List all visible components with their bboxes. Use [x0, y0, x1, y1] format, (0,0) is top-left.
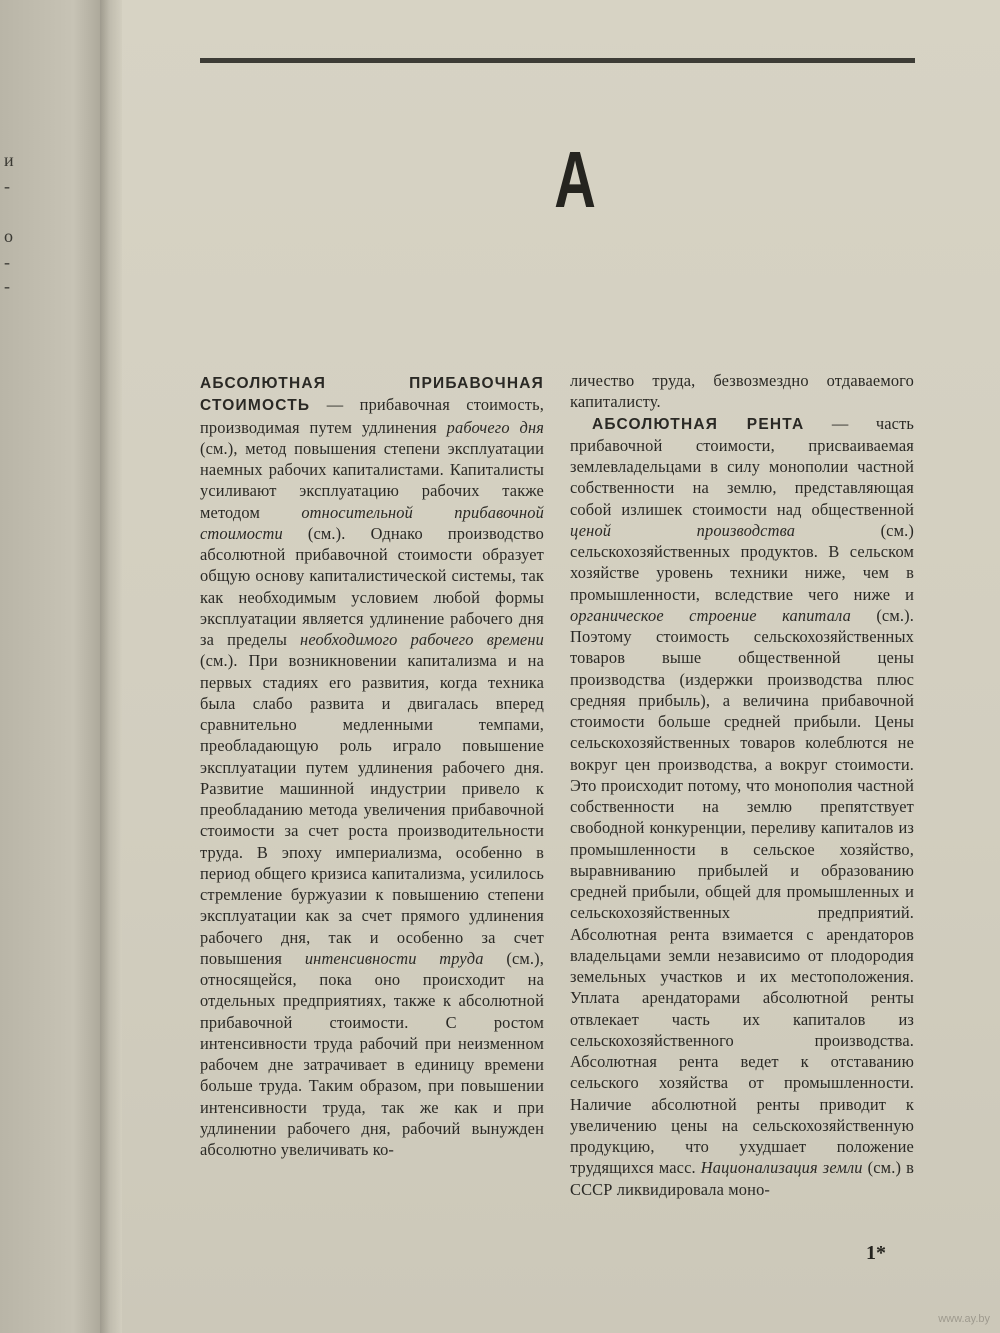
cross-reference: ценой производства	[570, 520, 796, 540]
entry-text: (см.). При возникновении капитализма и на первых стадиях его развития, когда техника была слабо развита и двигалась вперед сравнительно медленными темпами, преобладающую роль играло повышение эксплуатации путем удлинения рабочего дня. Развитие машинной индустрии привело к преобладанию метода увеличения прибавочной стоимости за счет роста производительности труда. В эпоху империализма, особенно в период общего кризиса капитализма, усилилось стремление буржуазии к повышению степени эксплуатации как за счет прямого удлинения рабочего дня, так и особенно за счет повышения	[200, 651, 544, 968]
book-gutter	[100, 0, 122, 1333]
adjacent-page-edge	[0, 0, 105, 1333]
entry-text: (см.) сельскохозяйственных продуктов. В сельском хозяйстве уровень техники ниже, чем в промышленности, вследствие чего ниже и	[570, 520, 914, 604]
entry-continuation: личество труда, безвозмездно отдаваемого капиталисту.	[570, 371, 914, 412]
left-text-column	[200, 372, 544, 1160]
entry-absolute-rent	[570, 413, 914, 1200]
adjacent-page-fragment: о	[4, 226, 13, 246]
watermark: www.ay.by	[938, 1313, 990, 1325]
signature-mark: 1*	[866, 1242, 886, 1264]
right-text-column	[570, 370, 914, 1200]
entry-text: (см.), метод повышения степени эксплуатации наемных рабочих капиталистами. Капиталисты усиливают эксплуатацию рабочих также методом	[200, 438, 544, 522]
cross-reference: Национализация земли	[700, 1158, 863, 1178]
entry-term: АБСОЛЮТНАЯ ПРИБАВОЧНАЯ СТОИМОСТЬ	[200, 375, 544, 415]
entry-text: (см.) в СССР ликвидировала моно-	[570, 1158, 914, 1199]
entry-text: — прибавочная стоимость, производимая путем удлинения	[200, 395, 544, 437]
section-letter: А	[554, 135, 596, 224]
entry-text: (см.). Однако производство абсолютной прибавочной стоимости образует общую основу капиталистической системы, так как необходимым условием любой формы эксплуатации является удлинение рабочего дня за пределы	[200, 523, 544, 649]
cross-reference: интенсивности труда	[304, 948, 484, 968]
cross-reference: рабочего дня	[446, 417, 544, 437]
entry-text: — часть прибавочной стоимости, присваиваемая землевладельцами в силу монополии частной собственности на землю, представляющая собой излишек стоимости над общественной	[570, 413, 915, 519]
adjacent-page-fragment: -	[4, 276, 10, 296]
entry-term: АБСОЛЮТНАЯ РЕНТА	[592, 415, 805, 433]
adjacent-page-fragment: -	[4, 252, 10, 272]
adjacent-page-fragment: -	[4, 176, 10, 196]
cross-reference: относительной прибавочной стоимости	[200, 502, 544, 543]
cross-reference: необходимого рабочего времени	[300, 630, 544, 649]
entry-text: (см.), относящейся, пока оно происходит на отдельных предприятиях, также к абсолютной прибавочной стоимости. С ростом интенсивности труда рабочий при неизменном рабочем дне затрачивает в единицу времени больше труда. Таким образом, при повышении интенсивности труда, так же как и при удлинении рабочего дня, рабочий вынужден абсолютно увеличивать ко-	[200, 948, 545, 1159]
header-rule	[200, 58, 915, 63]
cross-reference: органическое строение капитала	[570, 605, 851, 625]
adjacent-page-fragment: и	[4, 150, 14, 170]
entry-absolute-surplus-value	[200, 372, 544, 1160]
entry-text: (см.). Поэтому стоимость сельскохозяйственных товаров выше общественной цены производства (издержки производства плюс средняя прибыль), а величина прибавочной стоимости больше средней прибыли. Цены сельскохозяйственных товаров колеблются не вокруг цен производства, а вокруг стоимости. Это происходит потому, что монополия частной собственности на землю препятствует свободной конкуренции, переливу капиталов из промышленности в сельское хозяйство, выравниванию прибылей и образованию средней прибыли, общей для промышленных и сельскохозяйственных предприятий. Абсолютная рента взимается с арендаторов владельцами земли независимо от плодородия земельных участков и их местоположения. Уплата арендаторами абсолютной ренты отвлекает часть их капиталов из сельскохозяйственного производства. Абсолютная рента ведет к отставанию сельского хозяйства от промышленности. Наличие абсолютной ренты приводит к увеличению цены на сельскохозяйственную продукцию, что ухудшает положение трудящихся масс.	[570, 605, 914, 1178]
